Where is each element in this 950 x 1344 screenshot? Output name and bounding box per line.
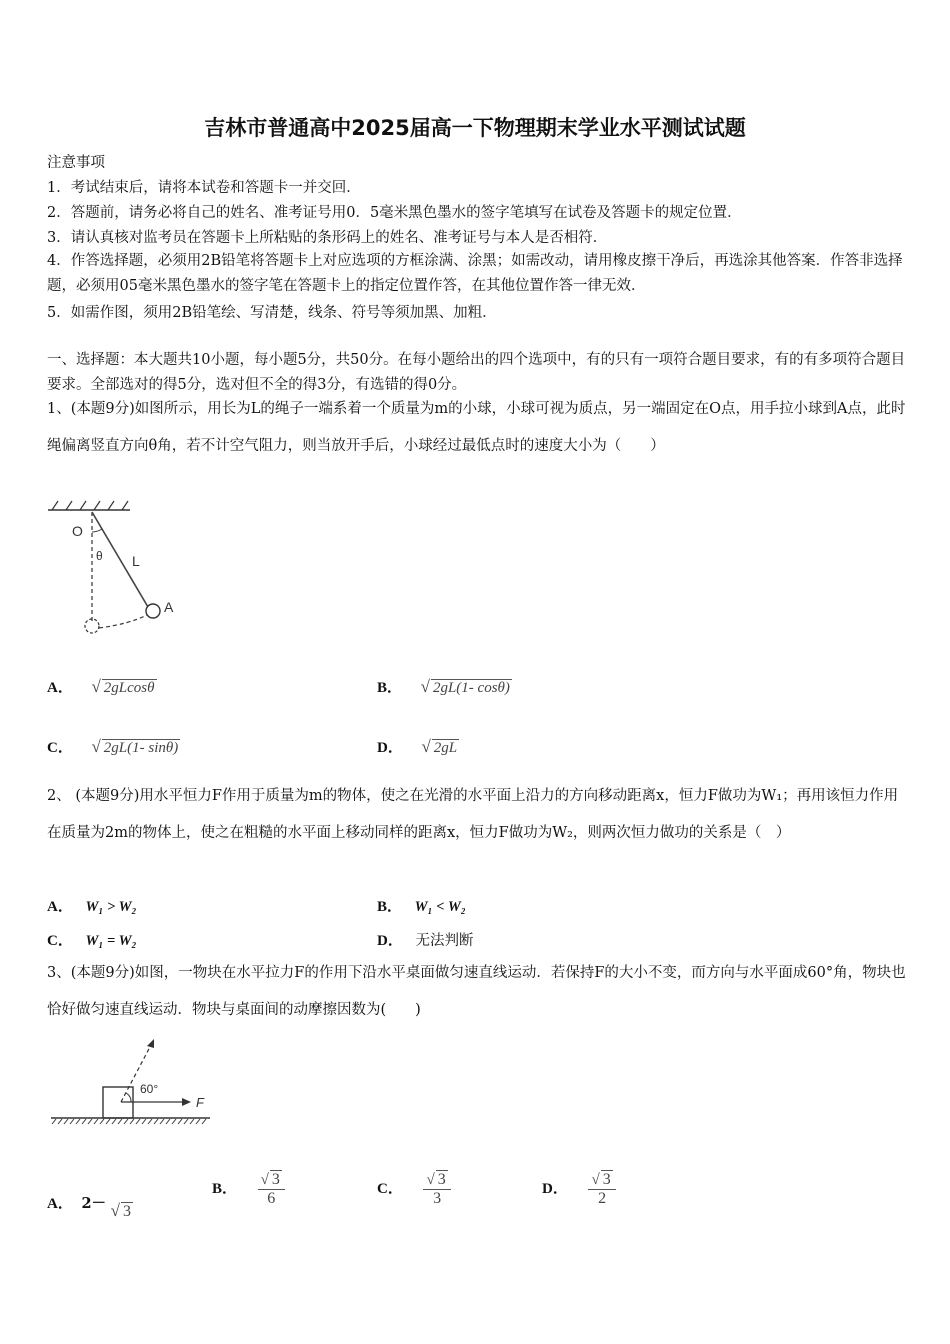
- section-intro: 一、选择题：本大题共10小题，每小题5分，共50分。在每小题给出的四个选项中，有的只有一项符合题目要求，有的有多项符合题目要求。全部选对的得5分，选对但不全的得3分，有选错的得0分。: [47, 352, 906, 393]
- question-1-stem: 1、(本题9分)如图所示，用长为L的绳子一端系着一个质量为m的小球，小球可视为质点，另一端固定在O点，用手拉小球到A点，此时绳偏离竖直方向θ角，若不计空气阻力，则当放开手后，小球经过最低点时的速度大小为（ ）: [47, 401, 906, 454]
- option-label: A．: [47, 899, 73, 915]
- q1-option-c: C． √ 2gL(1- sinθ): [47, 737, 179, 756]
- option-label: B．: [377, 899, 403, 915]
- force-label: F: [196, 1095, 204, 1110]
- frac-denominator: 3: [433, 1190, 442, 1207]
- notice-heading: 注意事项: [47, 155, 105, 171]
- question-2-stem: 2、 (本题9分)用水平恒力F作用于质量为m的物体，使之在光滑的水平面上沿力的方向移动距离x，恒力F做功为W₁；再用该恒力作用在质量为2m的物体上，使之在粗糙的水平面上移动同样的距离x，恒力F做功为W₂，则两次恒力做功的关系是（ ）: [47, 788, 899, 841]
- label-o: O: [72, 523, 83, 539]
- option-label: D．: [542, 1181, 568, 1197]
- option-label: B．: [212, 1181, 238, 1197]
- q2-option-c: [47, 929, 137, 950]
- notice-item: 2．答题前，请务必将自己的姓名、准考证号用0．5毫米黑色墨水的签字笔填写在试卷及答题卡的规定位置．: [47, 205, 742, 221]
- q2-option-d: [377, 929, 473, 950]
- option-label: D．: [377, 933, 403, 949]
- frac-numerator: 3: [437, 1171, 446, 1188]
- block-force-figure: [48, 1035, 218, 1130]
- frac-denominator: 6: [267, 1190, 276, 1207]
- option-text: W₁ > W₂: [85, 899, 137, 915]
- label-theta: θ: [96, 549, 103, 563]
- question-3-stem: 3、(本题9分)如图，一物块在水平拉力F的作用下沿水平桌面做匀速直线运动．若保持F的大小不变，而方向与水平面成60°角，物块也恰好做匀速直线运动．物块与桌面间的动摩擦因数为( ): [47, 965, 906, 1018]
- label-l: L: [132, 553, 140, 569]
- pendulum-figure: [44, 500, 194, 640]
- option-expr: 2gL(1- cosθ): [432, 680, 510, 696]
- option-text: 无法判断: [415, 933, 474, 949]
- frac-numerator: 3: [271, 1171, 280, 1188]
- notice-item: 3．请认真核对监考员在答题卡上所粘贴的条形码上的姓名、准考证号与本人是否相符．: [47, 230, 608, 246]
- q3-option-b: B． $\frac{√ 3}{6}$: [212, 1170, 285, 1208]
- frac-numerator: 3: [602, 1171, 611, 1188]
- option-expr: 2gLcosθ: [103, 680, 155, 696]
- option-label: C．: [47, 740, 73, 756]
- option-prefix: 2－: [81, 1195, 107, 1212]
- option-expr: 2gL(1- sinθ): [103, 740, 179, 756]
- q2-option-b: [377, 895, 466, 916]
- option-text: W₁ < W₂: [414, 899, 466, 915]
- q3-option-a: A． 2－ √ 3: [47, 1195, 131, 1220]
- q3-option-c: C． $\frac{√ 3}{3}$: [377, 1170, 451, 1208]
- q1-option-d: D． √ 2gL: [377, 737, 458, 756]
- angle-label: 60°: [140, 1082, 159, 1096]
- q1-option-a: A． √ 2gLcosθ: [47, 677, 155, 696]
- notice-item: 4．作答选择题，必须用2B铅笔将答题卡上对应选项的方框涂满、涂黑；如需改动，请用橡皮擦干净后，再选涂其他答案．作答非选择题，必须用05毫米黑色墨水的签字笔在答题卡上的指定位置作答，在其他位置作答一律无效．: [47, 253, 903, 294]
- label-a: A: [164, 599, 174, 615]
- q1-option-b: B． √ 2gL(1- cosθ): [377, 677, 510, 696]
- option-expr: 2gL: [433, 740, 458, 756]
- option-label: A．: [47, 680, 73, 696]
- q2-option-a: [47, 895, 137, 916]
- frac-denominator: 2: [598, 1190, 607, 1207]
- option-label: A．: [47, 1196, 73, 1212]
- notice-item: 5．如需作图，须用2B铅笔绘、写清楚，线条、符号等须加黑、加粗．: [47, 305, 497, 321]
- option-label: B．: [377, 680, 403, 696]
- option-text: W₁ = W₂: [85, 933, 137, 949]
- page-title: 吉林市普通高中2025届高一下物理期末学业水平测试试题: [204, 116, 746, 140]
- notice-item: 1．考试结束后，请将本试卷和答题卡一并交回．: [47, 180, 361, 196]
- option-label: C．: [47, 933, 73, 949]
- option-label: C．: [377, 1181, 403, 1197]
- q3-option-d: D． $\frac{√ 3}{2}$: [542, 1170, 616, 1208]
- option-radicand: 3: [123, 1203, 131, 1220]
- option-label: D．: [377, 740, 403, 756]
